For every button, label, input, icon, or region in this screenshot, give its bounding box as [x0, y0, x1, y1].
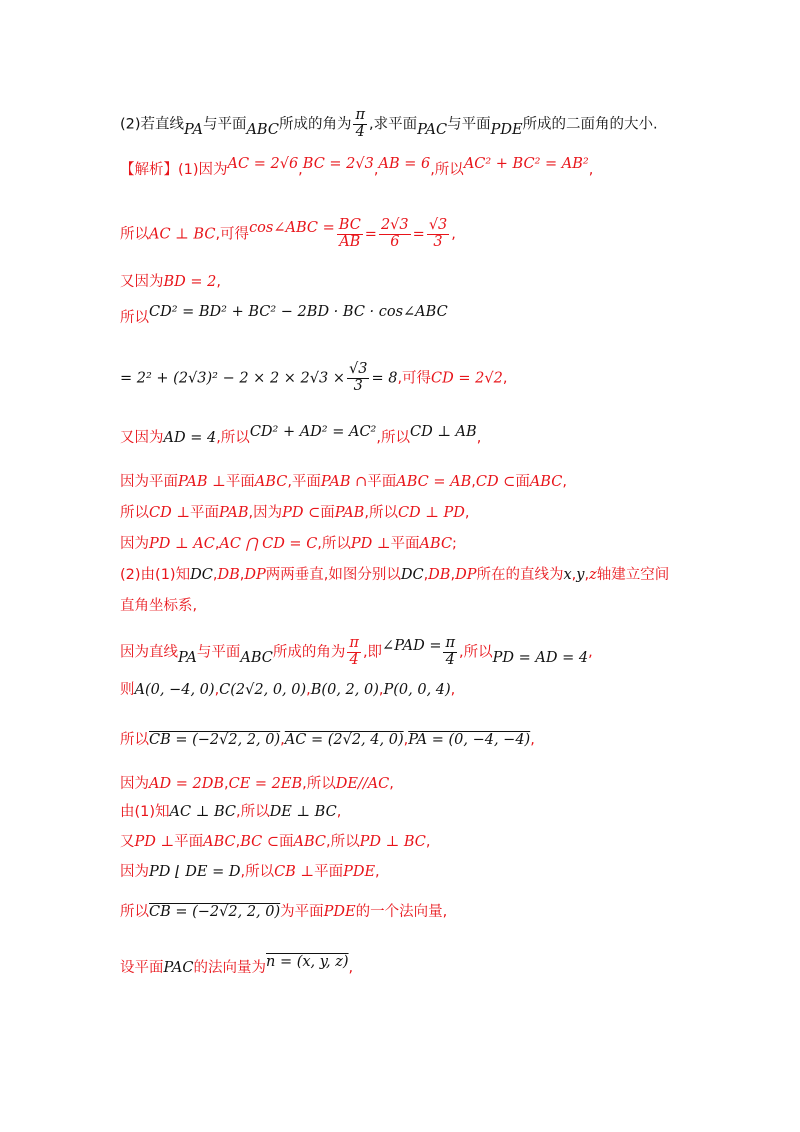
text-segment: (2)由(1)知 — [120, 567, 191, 583]
text-line-s7 — [120, 472, 567, 492]
math-expression: AD = 2DB — [149, 776, 224, 792]
vector-expression: n = (x, y, z) — [266, 954, 349, 970]
text-segment: ,可得 — [215, 226, 250, 243]
math-expression: DC — [190, 567, 213, 583]
fraction-numerator: π — [355, 107, 365, 123]
fraction-denominator: 4 — [355, 123, 365, 140]
math-expression: ABC — [240, 650, 273, 667]
fraction-denominator: 4 — [349, 651, 359, 668]
text-segment: 所成的角为 — [272, 644, 346, 661]
text-segment: 与平面 — [196, 644, 241, 661]
math-expression: DB — [428, 567, 451, 583]
fraction — [427, 218, 449, 251]
math-expression: PAC — [163, 960, 194, 976]
vector-expression: PA = (0, −4, −4) — [408, 732, 531, 748]
text-segment: 因为 — [120, 536, 149, 552]
text-line-s17 — [120, 832, 431, 852]
text-segment: 平面 — [367, 474, 397, 490]
vector-expression: AC = (2√2, 4, 0) — [284, 732, 404, 748]
math-expression: CD² = BD² + BC² − 2BD · BC · cos∠ABC — [149, 304, 448, 320]
text-segment: , — [464, 505, 470, 521]
math-expression: CD ⊂ — [475, 474, 516, 490]
math-expression: DB — [217, 567, 240, 583]
text-segment: ,所以 — [236, 804, 270, 820]
text-segment: 平面 — [174, 834, 204, 850]
math-expression: PAC — [417, 122, 448, 139]
math-expression: ABC — [203, 834, 236, 850]
math-expression: CD ⊥ — [149, 505, 190, 521]
text-segment: 两两垂直,如图分别以 — [265, 567, 401, 583]
text-segment: , — [588, 162, 594, 178]
math-expression: ABC — [293, 834, 327, 850]
math-expression: BC = 2√3 — [302, 156, 374, 172]
math-expression: PAB — [218, 505, 249, 521]
text-segment: , — [450, 682, 456, 698]
text-segment: 面 — [320, 505, 335, 521]
text-line-s9 — [120, 534, 457, 554]
math-expression: y — [576, 567, 585, 583]
text-segment: 所以 — [120, 310, 149, 326]
text-segment: , — [450, 567, 456, 583]
math-expression: C(2√2, 0, 0) — [219, 682, 307, 698]
math-expression: = 2² + (2√3)² − 2 × 2 × 2√3 × — [120, 370, 345, 387]
text-segment: , — [336, 804, 342, 820]
text-segment: ,所以 — [326, 834, 360, 850]
text-segment: ,所以 — [317, 536, 351, 552]
text-segment: 所成的角为 — [278, 116, 352, 133]
text-segment: , — [451, 226, 456, 243]
fraction — [337, 218, 363, 251]
text-line-s10 — [120, 565, 669, 585]
math-expression: x — [563, 567, 572, 583]
math-expression: ABC — [529, 474, 563, 490]
math-expression: PAB ∩ — [320, 474, 368, 490]
text-segment: , — [216, 274, 221, 290]
text-segment: , — [212, 567, 218, 583]
text-segment: 所以 — [120, 226, 149, 243]
text-segment: ,所以 — [430, 162, 464, 178]
text-segment: (2)若直线 — [120, 116, 185, 133]
fraction-denominator: 4 — [445, 651, 455, 668]
math-expression: DC — [400, 567, 424, 583]
math-expression: = — [364, 226, 377, 243]
text-segment: , — [425, 834, 431, 850]
text-segment: 与平面 — [447, 116, 491, 133]
text-segment: , — [530, 732, 535, 748]
text-segment: ,所以 — [376, 430, 410, 446]
math-expression: P(0, 0, 4) — [383, 682, 451, 698]
text-segment: ,所以 — [216, 430, 250, 446]
math-expression: CE = 2EB — [228, 776, 303, 792]
math-expression: PA — [184, 122, 203, 139]
text-segment: , — [389, 776, 394, 792]
text-segment: 为平面 — [280, 904, 324, 920]
math-expression: PD ⊥ AC — [149, 536, 215, 552]
math-expression: PDE — [490, 122, 523, 139]
text-segment: ,求平面 — [368, 116, 418, 133]
text-segment: , — [239, 567, 245, 583]
text-line-s8 — [120, 503, 470, 523]
text-segment: , — [306, 682, 311, 698]
text-segment: , — [588, 644, 593, 661]
math-expression: A(0, −4, 0) — [134, 682, 215, 698]
math-expression: z — [589, 567, 597, 583]
math-expression: AC ⊥ BC — [149, 226, 216, 243]
text-line-s12 — [120, 636, 593, 669]
text-segment: 由(1)知 — [120, 804, 170, 820]
text-line-s19 — [120, 902, 447, 922]
text-segment: 设平面 — [120, 960, 164, 976]
text-segment: 又因为 — [120, 274, 164, 290]
text-segment: 因为 — [120, 864, 149, 880]
text-segment: ,所以 — [240, 864, 275, 880]
math-expression: AC ⊥ BC — [169, 804, 236, 820]
fraction-denominator: 3 — [353, 377, 363, 394]
math-expression: PD = AD = 4 — [492, 650, 589, 667]
fraction-numerator: π — [445, 635, 456, 651]
text-segment: , — [373, 162, 379, 178]
math-expression: AD = 4 — [163, 430, 217, 446]
text-segment: ,可得 — [397, 370, 432, 387]
text-segment: 的一个法向量, — [355, 904, 448, 920]
text-segment: , — [502, 370, 508, 387]
text-segment: 所在的直线为 — [476, 567, 564, 583]
text-segment: , — [375, 864, 380, 880]
math-expression: PD ⊂ — [282, 505, 321, 521]
math-expression: AC = 2√6 — [227, 156, 299, 172]
math-expression: CD² + AD² = AC² — [249, 424, 377, 440]
math-expression: ABC — [419, 536, 453, 552]
fraction — [379, 218, 411, 251]
math-expression: PD ⊥ — [350, 536, 391, 552]
text-segment: , — [378, 682, 384, 698]
text-segment: 又因为 — [120, 430, 164, 446]
vector-expression: CB = (−2√2, 2, 0) — [149, 904, 281, 920]
fraction — [443, 636, 457, 669]
fraction — [353, 108, 367, 141]
text-segment: 面 — [279, 834, 294, 850]
text-segment: ,所以 — [364, 505, 398, 521]
math-expression: PA — [178, 650, 197, 667]
text-segment: 直角坐标系, — [120, 598, 198, 614]
math-expression: CD ⊥ PD — [397, 505, 465, 521]
text-line-s2 — [120, 218, 456, 251]
text-segment: 平面 — [390, 536, 420, 552]
math-expression: = — [412, 226, 425, 243]
text-segment: , — [476, 430, 482, 446]
vector-expression: CB = (−2√2, 2, 0) — [149, 732, 281, 748]
text-segment: 与平面 — [202, 116, 247, 133]
fraction-denominator: 3 — [433, 233, 443, 250]
math-expression: PD ⊥ — [134, 834, 175, 850]
math-expression: CD = 2√2 — [431, 370, 503, 387]
text-segment: 所以 — [120, 505, 149, 521]
math-expression: CD ⊥ AB — [409, 424, 477, 440]
fraction-numerator: √3 — [348, 361, 368, 377]
text-line-s18 — [120, 862, 380, 882]
math-expression: AC² + BC² = AB² — [463, 156, 589, 172]
text-segment: , — [423, 567, 429, 583]
text-segment: , — [235, 834, 241, 850]
math-expression: PDE — [343, 864, 376, 880]
text-segment: ,即 — [362, 644, 383, 661]
math-expression: ABC = AB — [396, 474, 472, 490]
math-expression: DP — [244, 567, 266, 583]
math-expression: DE ⊥ BC — [269, 804, 337, 820]
text-segment: ; — [452, 536, 457, 552]
text-segment: 所成的二面角的大小. — [522, 116, 658, 133]
text-segment: , — [471, 474, 476, 490]
text-line-s15 — [120, 774, 394, 794]
math-expression: DE//AC — [335, 776, 390, 792]
text-line-s20 — [120, 954, 354, 978]
math-expression: DP — [455, 567, 477, 583]
fraction-numerator: √3 — [428, 217, 448, 233]
text-segment: 因为平面 — [120, 474, 178, 490]
text-line-s1 — [120, 156, 594, 180]
fraction-numerator: π — [349, 635, 359, 651]
text-segment: 平面 — [189, 505, 219, 521]
text-line-s5 — [120, 362, 507, 395]
text-segment: , — [298, 162, 303, 178]
fraction-numerator: BC — [338, 217, 361, 233]
text-segment: 平面 — [314, 864, 344, 880]
text-segment: , — [223, 776, 229, 792]
fraction — [347, 362, 369, 395]
math-expression: CB ⊥ — [274, 864, 315, 880]
text-line-s3 — [120, 272, 221, 292]
math-expression: PAB — [334, 505, 365, 521]
text-segment: , — [562, 474, 567, 490]
text-segment: 轴建立空间 — [596, 567, 670, 583]
text-segment: ,平面 — [287, 474, 321, 490]
text-segment: 的法向量为 — [193, 960, 266, 976]
math-expression: B(0, 2, 0) — [310, 682, 379, 698]
math-expression: PDE — [323, 904, 356, 920]
text-segment: , — [280, 732, 285, 748]
text-line-s4 — [120, 304, 448, 328]
text-segment: , — [571, 567, 577, 583]
text-segment: 平面 — [225, 474, 255, 490]
text-segment: 【解析】(1)因为 — [120, 162, 228, 178]
math-expression: AC ⋂ CD = C — [219, 536, 318, 552]
math-expression: ABC — [246, 122, 279, 139]
math-expression: cos∠ABC = — [249, 220, 335, 237]
math-expression: PAB ⊥ — [178, 474, 226, 490]
text-line-s14 — [120, 730, 535, 750]
text-segment: ,所以 — [302, 776, 336, 792]
text-line-s16 — [120, 802, 341, 822]
fraction-numerator: 2√3 — [380, 217, 409, 233]
math-expression: AB = 6 — [378, 156, 431, 172]
text-segment: 因为 — [120, 776, 149, 792]
math-expression: = 8 — [371, 370, 398, 387]
text-line-q2 — [120, 108, 658, 141]
math-expression: BC ⊂ — [240, 834, 280, 850]
text-segment: , — [214, 536, 220, 552]
math-expression: BD = 2 — [163, 274, 217, 290]
text-segment: , — [584, 567, 590, 583]
math-expression: PD ⌊ DE = D — [149, 864, 241, 880]
text-segment: , — [214, 682, 220, 698]
text-segment: 所以 — [120, 732, 149, 748]
text-segment: 面 — [515, 474, 530, 490]
text-line-s6 — [120, 424, 482, 448]
math-expression: PD ⊥ BC — [359, 834, 426, 850]
text-segment: ,所以 — [459, 644, 493, 661]
text-segment: , — [348, 960, 354, 976]
fraction — [347, 636, 361, 669]
text-segment: ,因为 — [248, 505, 283, 521]
text-line-s13 — [120, 680, 455, 700]
text-line-s11 — [120, 596, 197, 616]
fraction-denominator: AB — [339, 233, 361, 250]
text-segment: 因为直线 — [120, 644, 178, 661]
math-expression: ABC — [254, 474, 288, 490]
fraction-denominator: 6 — [390, 233, 400, 250]
text-segment: 又 — [120, 834, 135, 850]
text-segment: 所以 — [120, 904, 149, 920]
math-expression: ∠PAD = — [382, 638, 442, 655]
text-segment: 则 — [120, 682, 135, 698]
text-segment: , — [403, 732, 409, 748]
